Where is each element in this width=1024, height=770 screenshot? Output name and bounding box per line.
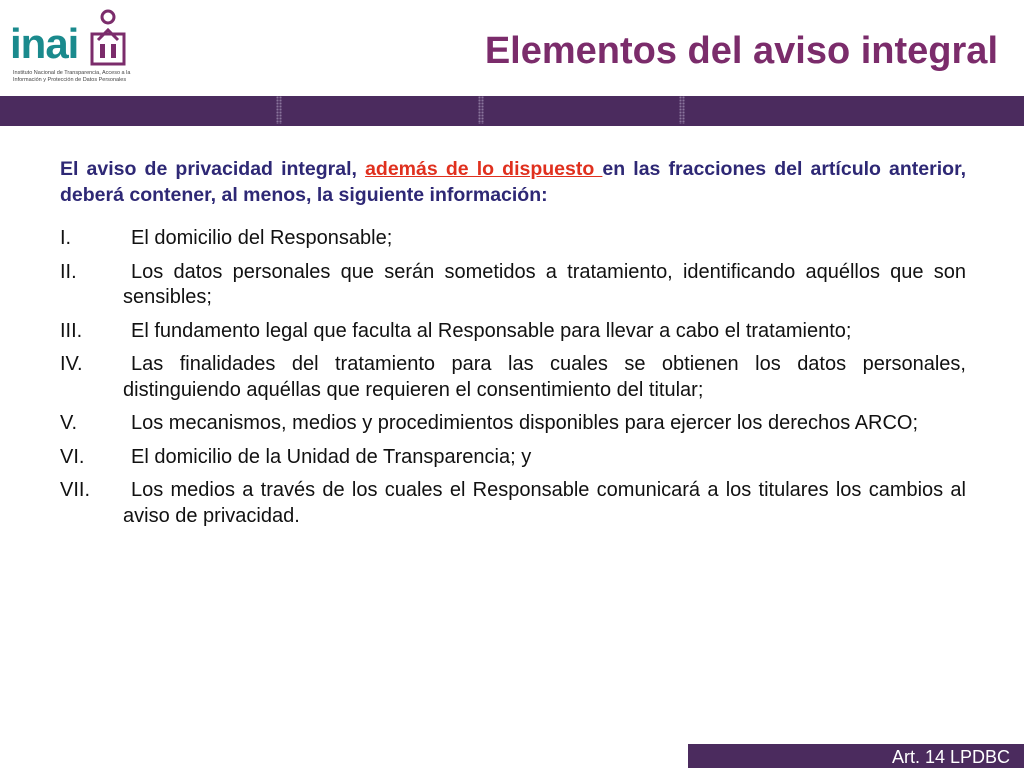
item-text: Los medios a través de los cuales el Responsable comunicará a los titulares los cambios al aviso de privacidad. bbox=[123, 479, 966, 527]
list-item bbox=[60, 352, 966, 403]
band-decoration bbox=[478, 96, 484, 124]
intro-highlight: además de lo dispuesto bbox=[365, 158, 603, 180]
list-item bbox=[60, 319, 966, 345]
item-number: II. bbox=[60, 260, 77, 283]
band-decoration bbox=[679, 96, 685, 124]
logo-subtitle: Instituto Nacional de Transparencia, Acceso a la Información y Protección de Datos Personales bbox=[13, 70, 131, 83]
item-number: IV. bbox=[60, 353, 83, 375]
list-item bbox=[60, 411, 966, 437]
intro-text-end: en las fracciones del artículo anterior, deberá contener, al menos, la siguiente información: bbox=[60, 158, 966, 206]
logo-wordmark: inai bbox=[10, 20, 79, 67]
item-number: V. bbox=[60, 412, 78, 434]
list-item bbox=[60, 260, 966, 311]
item-text: Las finalidades del tratamiento para las cuales se obtienen los datos personales, distinguiendo aquéllas que requieren el consentimiento del titular; bbox=[123, 353, 966, 401]
band-decoration bbox=[276, 96, 282, 124]
footer-citation: Art. 14 LPDBC bbox=[688, 744, 1024, 768]
list-item bbox=[60, 478, 966, 529]
item-number: III. bbox=[60, 319, 83, 342]
intro-text-start: El aviso de privacidad integral, bbox=[60, 158, 366, 180]
intro-paragraph bbox=[60, 156, 966, 208]
item-number: I. bbox=[60, 227, 72, 249]
item-text: El fundamento legal que faculta al Responsable para llevar a cabo el tratamiento; bbox=[131, 319, 852, 342]
list-item bbox=[60, 226, 966, 252]
requirements-list bbox=[60, 226, 966, 537]
item-text: El domicilio de la Unidad de Transparencia; y bbox=[131, 445, 532, 468]
inai-logo bbox=[0, 0, 140, 96]
list-item bbox=[60, 445, 966, 471]
inai-emblem-icon bbox=[86, 8, 130, 70]
item-text: Los datos personales que serán sometidos a tratamiento, identificando aquéllos que son sensibles; bbox=[123, 260, 966, 308]
item-number: VI. bbox=[60, 445, 85, 468]
item-text: El domicilio del Responsable; bbox=[131, 227, 393, 249]
item-number: VII. bbox=[60, 479, 91, 501]
slide-title: Elementos del aviso integral bbox=[484, 30, 998, 72]
item-text: Los mecanismos, medios y procedimientos disponibles para ejercer los derechos ARCO; bbox=[131, 412, 919, 434]
header-band bbox=[0, 96, 1024, 126]
